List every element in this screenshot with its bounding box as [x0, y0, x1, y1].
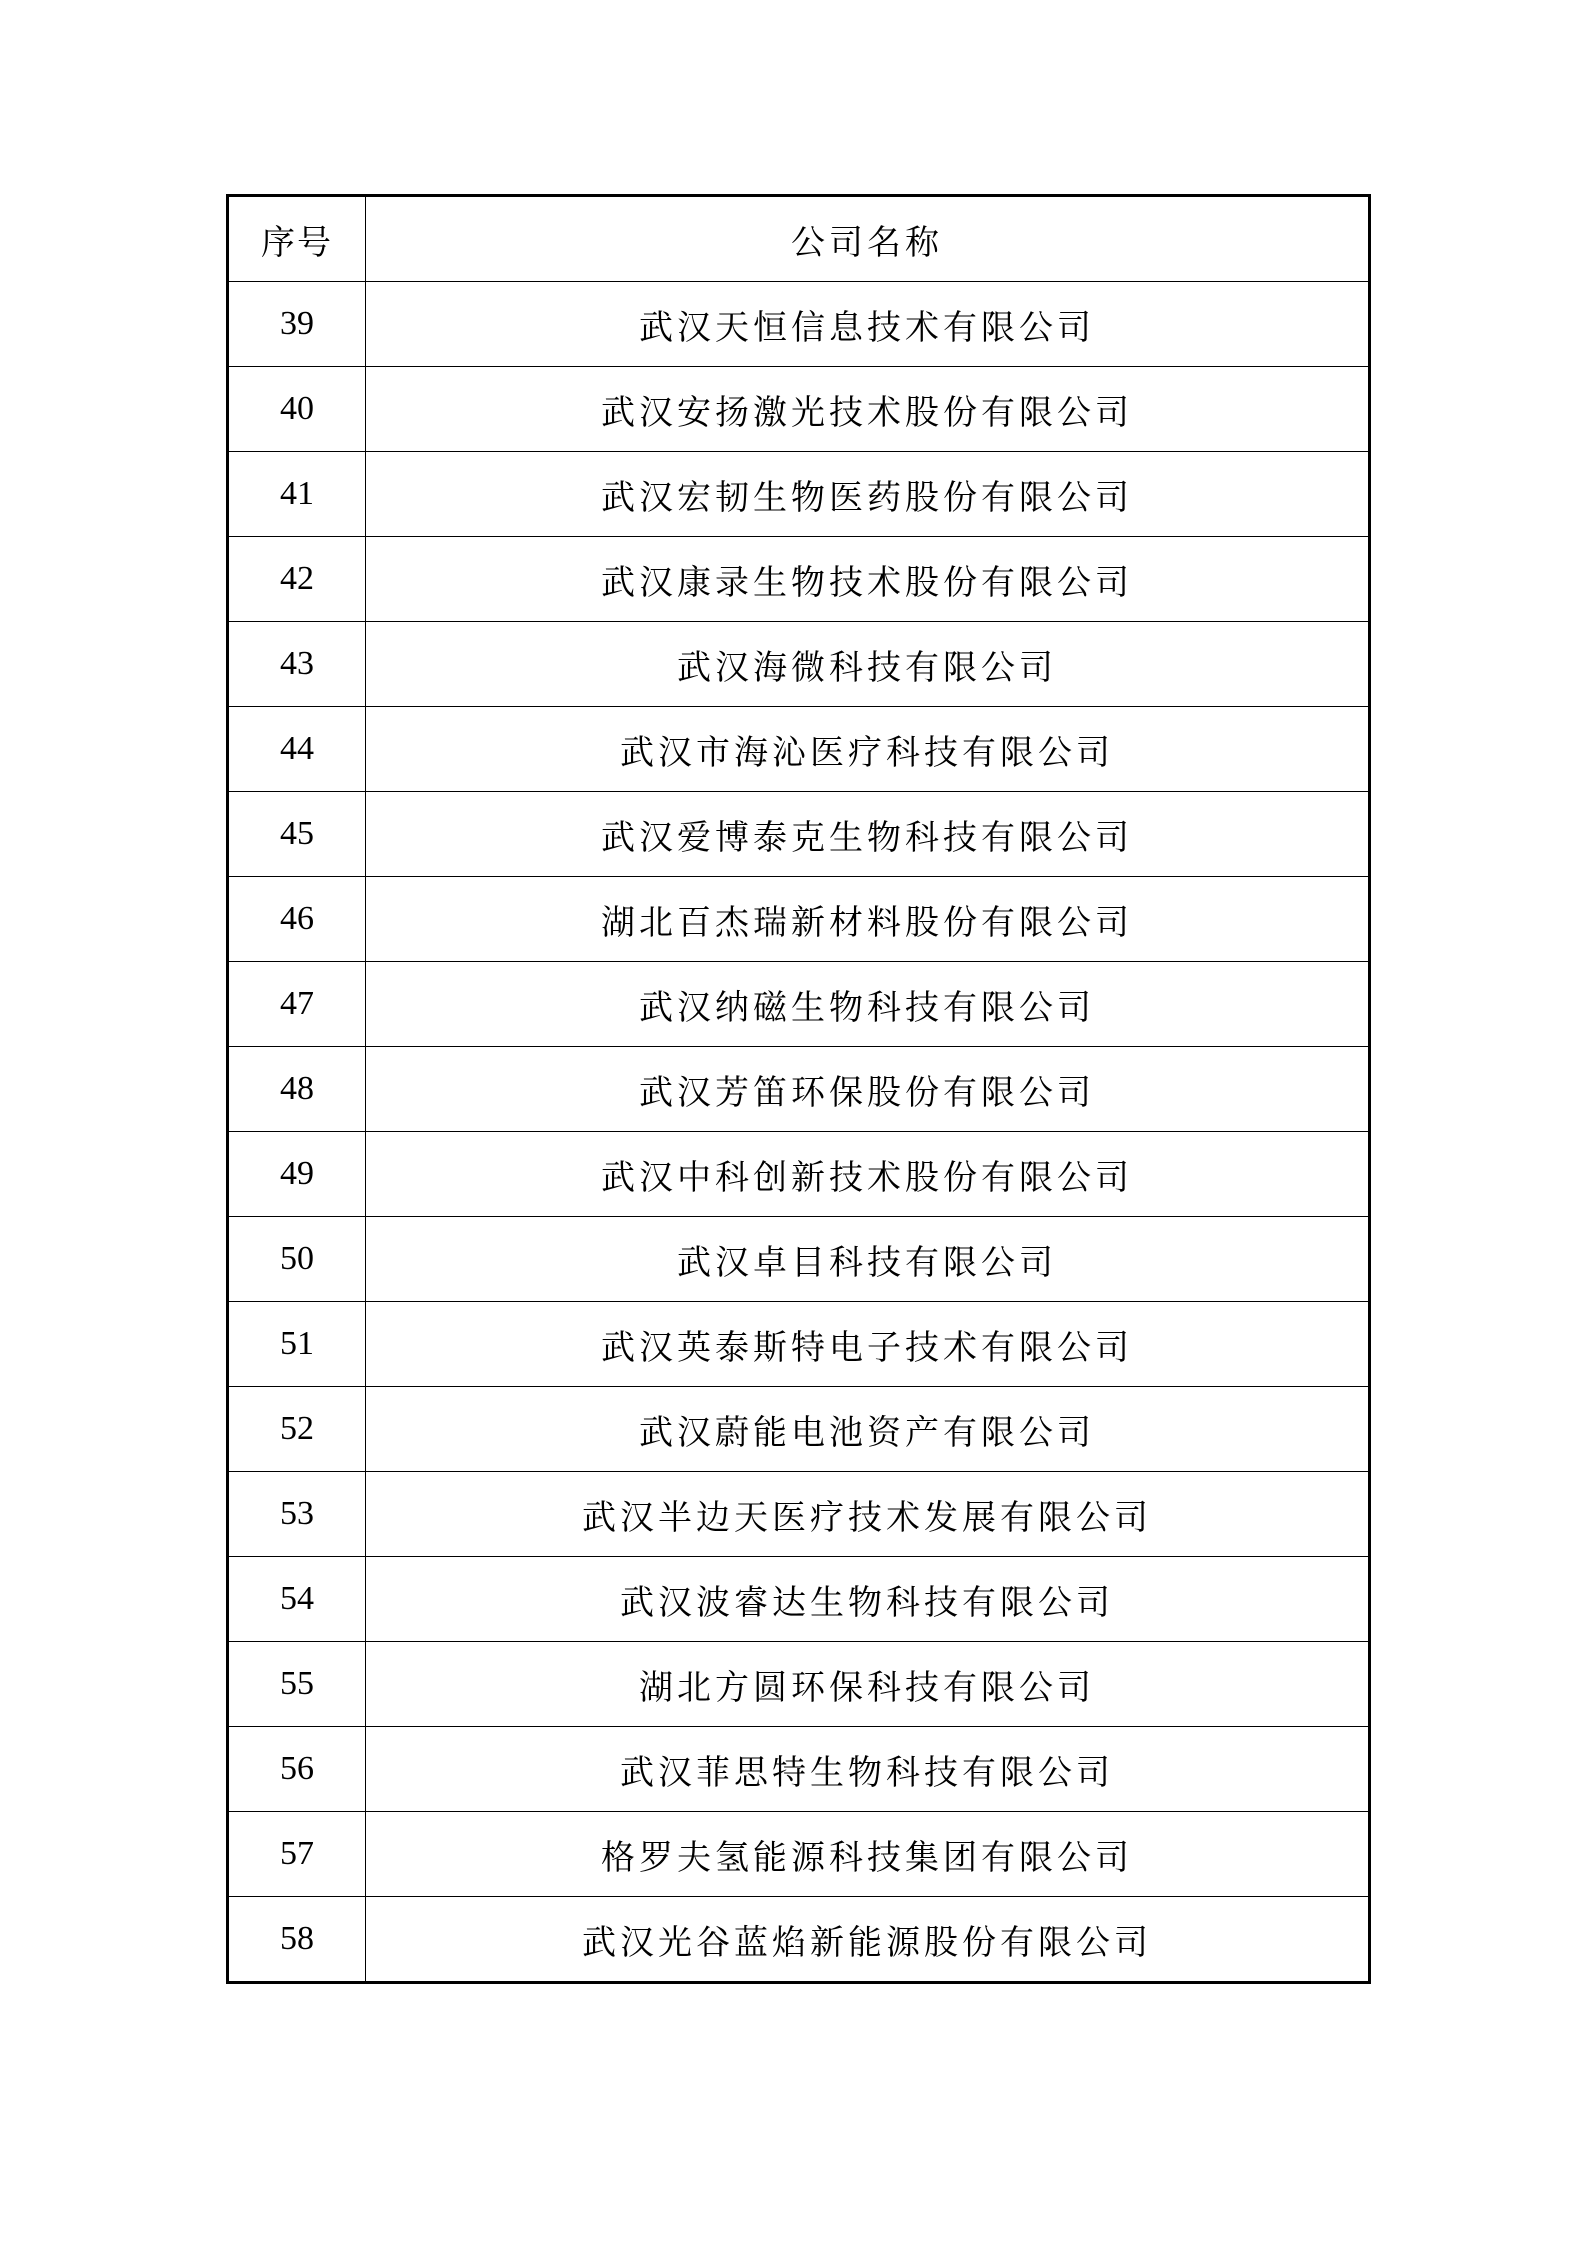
table-row: [228, 962, 1370, 1047]
table-row: [228, 1217, 1370, 1302]
row-index: 56: [228, 1727, 366, 1812]
header-row: [228, 196, 1370, 282]
row-company-name: 武汉海微科技有限公司: [366, 622, 1370, 707]
row-company-name: 武汉中科创新技术股份有限公司: [366, 1132, 1370, 1217]
row-index: 53: [228, 1472, 366, 1557]
row-index: 55: [228, 1642, 366, 1727]
row-index: 46: [228, 877, 366, 962]
table-row: [228, 1557, 1370, 1642]
row-company-name: 武汉爱博泰克生物科技有限公司: [366, 792, 1370, 877]
table-row: [228, 1132, 1370, 1217]
table-row: [228, 282, 1370, 367]
row-index: 57: [228, 1812, 366, 1897]
table-row: [228, 1387, 1370, 1472]
row-index: 48: [228, 1047, 366, 1132]
row-company-name: 格罗夫氢能源科技集团有限公司: [366, 1812, 1370, 1897]
table-row: [228, 1897, 1370, 1983]
row-index: 40: [228, 367, 366, 452]
table-row: [228, 1472, 1370, 1557]
row-company-name: 武汉纳磁生物科技有限公司: [366, 962, 1370, 1047]
row-company-name: 武汉安扬激光技术股份有限公司: [366, 367, 1370, 452]
row-index: 51: [228, 1302, 366, 1387]
row-index: 49: [228, 1132, 366, 1217]
table-row: [228, 1047, 1370, 1132]
table-row: [228, 1727, 1370, 1812]
row-company-name: 湖北百杰瑞新材料股份有限公司: [366, 877, 1370, 962]
row-company-name: 武汉英泰斯特电子技术有限公司: [366, 1302, 1370, 1387]
row-index: 42: [228, 537, 366, 622]
table-row: [228, 537, 1370, 622]
table-header: [228, 196, 1370, 282]
table-row: [228, 707, 1370, 792]
row-index: 41: [228, 452, 366, 537]
table-row: [228, 1812, 1370, 1897]
row-company-name: 武汉半边天医疗技术发展有限公司: [366, 1472, 1370, 1557]
row-company-name: 武汉菲思特生物科技有限公司: [366, 1727, 1370, 1812]
table-row: [228, 452, 1370, 537]
row-index: 39: [228, 282, 366, 367]
table-row: [228, 1302, 1370, 1387]
row-company-name: 武汉蔚能电池资产有限公司: [366, 1387, 1370, 1472]
row-index: 43: [228, 622, 366, 707]
row-company-name: 武汉康录生物技术股份有限公司: [366, 537, 1370, 622]
row-company-name: 武汉卓目科技有限公司: [366, 1217, 1370, 1302]
table-row: [228, 367, 1370, 452]
row-company-name: 武汉芳笛环保股份有限公司: [366, 1047, 1370, 1132]
row-company-name: 武汉天恒信息技术有限公司: [366, 282, 1370, 367]
company-list-table: [226, 194, 1371, 1984]
table-row: [228, 1642, 1370, 1727]
table-row: [228, 877, 1370, 962]
header-company-name: 公司名称: [366, 196, 1370, 282]
row-index: 50: [228, 1217, 366, 1302]
row-company-name: 武汉波睿达生物科技有限公司: [366, 1557, 1370, 1642]
row-index: 44: [228, 707, 366, 792]
row-index: 47: [228, 962, 366, 1047]
row-company-name: 武汉光谷蓝焰新能源股份有限公司: [366, 1897, 1370, 1983]
row-company-name: 武汉市海沁医疗科技有限公司: [366, 707, 1370, 792]
row-index: 52: [228, 1387, 366, 1472]
row-index: 58: [228, 1897, 366, 1983]
row-index: 54: [228, 1557, 366, 1642]
row-index: 45: [228, 792, 366, 877]
row-company-name: 武汉宏韧生物医药股份有限公司: [366, 452, 1370, 537]
table-body: [228, 282, 1370, 1983]
table-row: [228, 792, 1370, 877]
row-company-name: 湖北方圆环保科技有限公司: [366, 1642, 1370, 1727]
table-row: [228, 622, 1370, 707]
header-index: 序号: [228, 196, 366, 282]
